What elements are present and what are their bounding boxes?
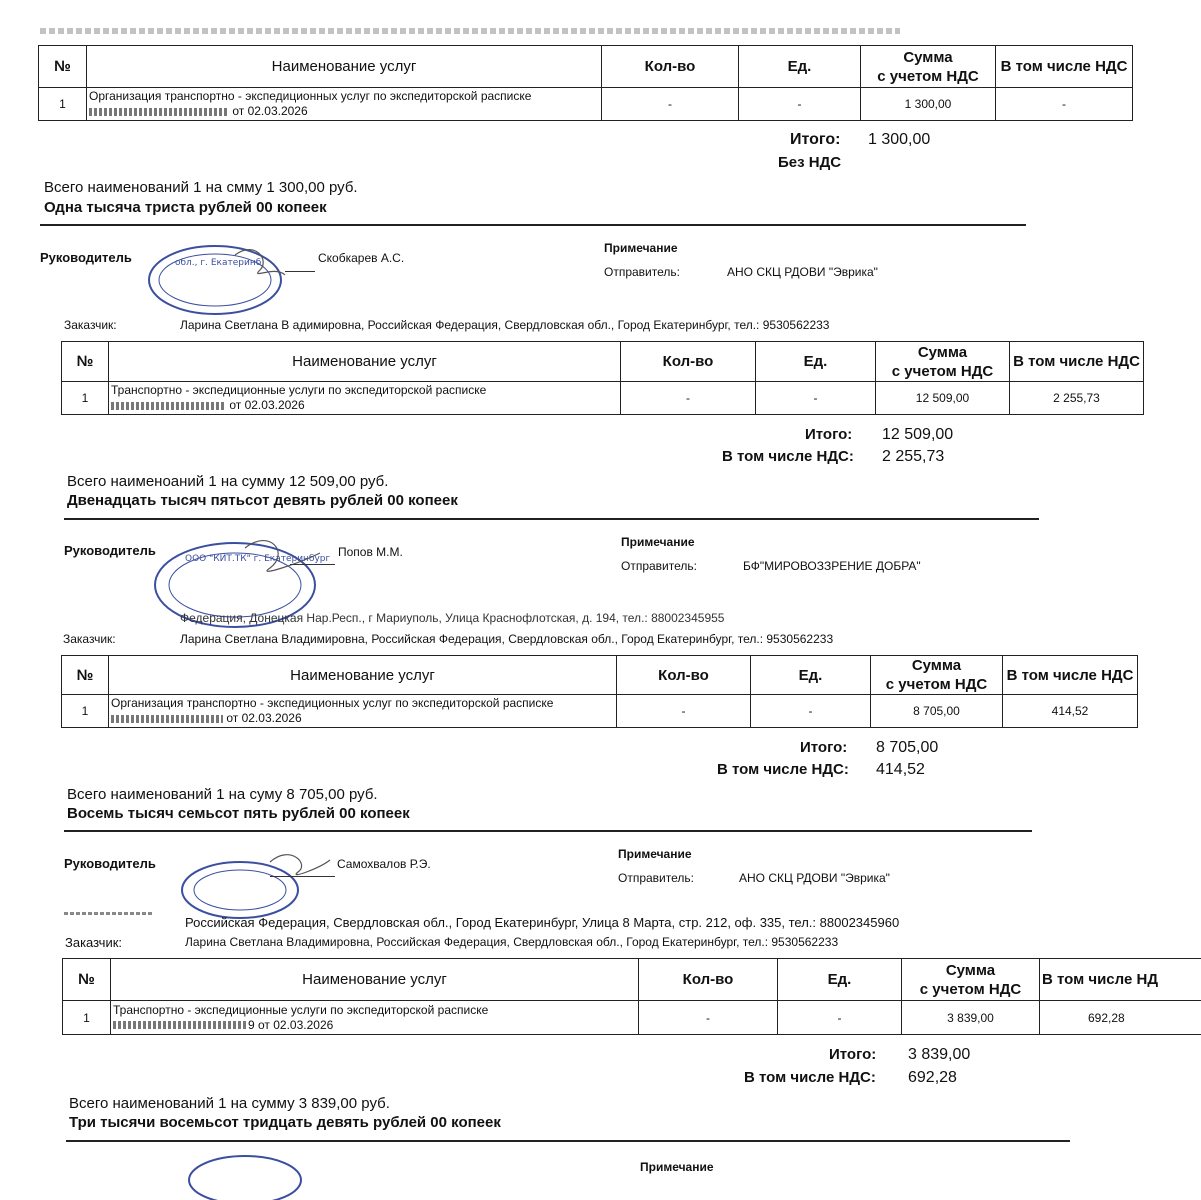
table-row (63, 1001, 1201, 1035)
service-name: Транспортно - экспедиционные услуги по экспедиторской расписке от 02.03.2026 (109, 382, 621, 415)
stamp-seal (145, 235, 295, 285)
vat-incl-label: В том числе НДС: (722, 448, 854, 465)
customer-value: Ларина Светлана Владимировна, Российская Федерация, Свердловская обл., Город Екатеринбург, тел.: 9530562233 (180, 632, 834, 646)
address-top: Российская Федерация, Свердловская обл., Город Екатеринбург, Улица 8 Марта, стр. 212, оф. 335, тел.: 88002345960 (185, 915, 900, 930)
col-unit: Ед. (778, 959, 902, 1001)
cut-text-line (40, 28, 900, 34)
itogo-label: Итого: (805, 426, 853, 443)
col-unit: Ед. (739, 46, 861, 88)
itogo-label: Итого: (800, 739, 848, 756)
col-num: № (63, 959, 111, 1001)
qty-cell: - (621, 382, 756, 415)
col-sum: Сумма с учетом НДС (876, 342, 1010, 382)
manager-name: Попов М.М. (338, 545, 403, 559)
unit-cell: - (739, 88, 861, 121)
row-num: 1 (63, 1001, 111, 1035)
col-qty: Кол-во (617, 656, 751, 695)
table-row (62, 695, 1138, 728)
customer-label: Заказчик: (63, 632, 116, 646)
note-label: Примечание (621, 535, 695, 549)
manager-label: Руководитель (64, 543, 156, 558)
manager-label: Руководитель (64, 856, 156, 871)
itogo-label: Итого: (829, 1046, 877, 1063)
amount-words: Двенадцать тысяч пятьсот девять рублей 00 копеек (67, 492, 458, 509)
amount-words: Восемь тысяч семьсот пять рублей 00 копеек (67, 805, 410, 822)
col-sum: Сумма с учетом НДС (902, 959, 1040, 1001)
service-name: Транспортно - экспедиционные услуги по экспедиторской расписке 9 от 02.03.2026 (111, 1001, 639, 1035)
manager-label: Руководитель (40, 250, 132, 265)
table-row (62, 382, 1144, 415)
col-name: Наименование услуг (87, 46, 602, 88)
col-qty: Кол-во (639, 959, 778, 1001)
col-num: № (62, 656, 109, 695)
customer-label: Заказчик: (65, 935, 123, 950)
row-num: 1 (62, 695, 109, 728)
amount-words: Одна тысяча триста рублей 00 копеек (44, 199, 327, 216)
sender-label: Отправитель: (618, 871, 694, 885)
no-vat-label: Без НДС (778, 154, 842, 171)
vat-cell: 692,28 (1040, 1001, 1201, 1035)
sum-cell: 12 509,00 (876, 382, 1010, 415)
col-qty: Кол-во (621, 342, 756, 382)
vat-incl-value: 2 255,73 (882, 448, 945, 465)
vat-incl-value: 414,52 (876, 761, 925, 778)
vat-incl-label: В том числе НДС: (744, 1069, 876, 1086)
sender-name: АНО СКЦ РДОВИ "Эврика" (727, 265, 878, 279)
signature-line (285, 271, 315, 272)
col-vat: В том числе НД (1040, 959, 1201, 1001)
service-name: Организация транспортно - экспедиционных услуг по экспедиторской расписке от 02.03.2026 (87, 88, 602, 121)
vat-incl-label: В том числе НДС: (717, 761, 849, 778)
sum-cell: 1 300,00 (861, 88, 996, 121)
manager-name: Самохвалов Р.Э. (337, 857, 431, 871)
services-table-3 (61, 655, 1138, 728)
divider (66, 1140, 1070, 1142)
col-name: Наименование услуг (109, 342, 621, 382)
col-sum: Сумма с учетом НДС (871, 656, 1003, 695)
itogo-value: 1 300,00 (868, 131, 931, 148)
services-table-2 (61, 341, 1144, 415)
signature-line (290, 564, 335, 565)
amount-words: Три тысячи восемьсот тридцать девять рублей 00 копеек (69, 1114, 501, 1131)
sum-cell: 3 839,00 (902, 1001, 1040, 1035)
cut-label (64, 912, 154, 915)
qty-cell: - (639, 1001, 778, 1035)
services-table-1 (38, 45, 1133, 121)
table-row (39, 88, 1133, 121)
sender-label: Отправитель: (621, 559, 697, 573)
total-words: Всего наименований 1 на смму 1 300,00 руб. (44, 179, 358, 196)
sender-label: Отправитель: (604, 265, 680, 279)
col-unit: Ед. (756, 342, 876, 382)
total-words: Всего наименований 1 на сумму 3 839,00 руб. (69, 1095, 390, 1112)
itogo-value: 3 839,00 (908, 1046, 971, 1063)
manager-name: Скобкарев А.С. (318, 251, 405, 265)
col-num: № (62, 342, 109, 382)
note-label: Примечание (604, 241, 678, 255)
row-num: 1 (62, 382, 109, 415)
col-vat: В том числе НДС (1003, 656, 1138, 695)
col-qty: Кол-во (602, 46, 739, 88)
col-unit: Ед. (751, 656, 871, 695)
col-vat: В том числе НДС (996, 46, 1133, 88)
itogo-label: Итого: (790, 131, 841, 148)
itogo-value: 12 509,00 (882, 426, 954, 443)
services-table-4 (62, 958, 1201, 1035)
col-vat: В том числе НДС (1010, 342, 1144, 382)
svg-text:ООО "КИТ.ТК" г. Екатеринбург: ООО "КИТ.ТК" г. Екатеринбург (185, 554, 331, 564)
vat-cell: - (996, 88, 1133, 121)
stamp-seal-partial (185, 1148, 305, 1168)
col-name: Наименование услуг (111, 959, 639, 1001)
divider (64, 830, 1032, 832)
sender-name: АНО СКЦ РДОВИ "Эврика" (739, 871, 890, 885)
note-label-partial: Примечание (640, 1160, 714, 1174)
col-sum: Сумма с учетом НДС (861, 46, 996, 88)
divider (40, 224, 1026, 226)
customer-value: Ларина Светлана Владимировна, Российская Федерация, Свердловская обл., Город Екатеринбург, тел.: 9530562233 (185, 935, 839, 949)
svg-text:обл., г. Екатеринб: обл., г. Екатеринб (175, 258, 262, 268)
sum-cell: 8 705,00 (871, 695, 1003, 728)
unit-cell: - (756, 382, 876, 415)
vat-incl-value: 692,28 (908, 1069, 957, 1086)
col-num: № (39, 46, 87, 88)
row-num: 1 (39, 88, 87, 121)
total-words: Всего наименований 1 на суму 8 705,00 руб. (67, 786, 378, 803)
signature-line (270, 876, 335, 877)
sender-name: БФ"МИРОВОЗЗРЕНИЕ ДОБРА" (743, 559, 921, 573)
col-name: Наименование услуг (109, 656, 617, 695)
vat-cell: 414,52 (1003, 695, 1138, 728)
unit-cell: - (751, 695, 871, 728)
unit-cell: - (778, 1001, 902, 1035)
customer-value: Ларина Светлана В адимировна, Российская Федерация, Свердловская обл., Город Екатеринбург, тел.: 9530562233 (180, 318, 830, 332)
total-words: Всего наименоаний 1 на сумму 12 509,00 руб. (67, 473, 389, 490)
address-top: Федерация, Донецкая Нар.Респ., г Мариуполь, Улица Краснофлотская, д. 194, тел.: 88002345955 (180, 611, 725, 625)
customer-label: Заказчик: (64, 318, 117, 332)
qty-cell: - (617, 695, 751, 728)
vat-cell: 2 255,73 (1010, 382, 1144, 415)
stamp-seal (150, 523, 340, 583)
qty-cell: - (602, 88, 739, 121)
itogo-value: 8 705,00 (876, 739, 939, 756)
divider (64, 518, 1039, 520)
service-name: Организация транспортно - экспедиционных услуг по экспедиторской расписке от 02.03.2026 (109, 695, 617, 728)
note-label: Примечание (618, 847, 692, 861)
